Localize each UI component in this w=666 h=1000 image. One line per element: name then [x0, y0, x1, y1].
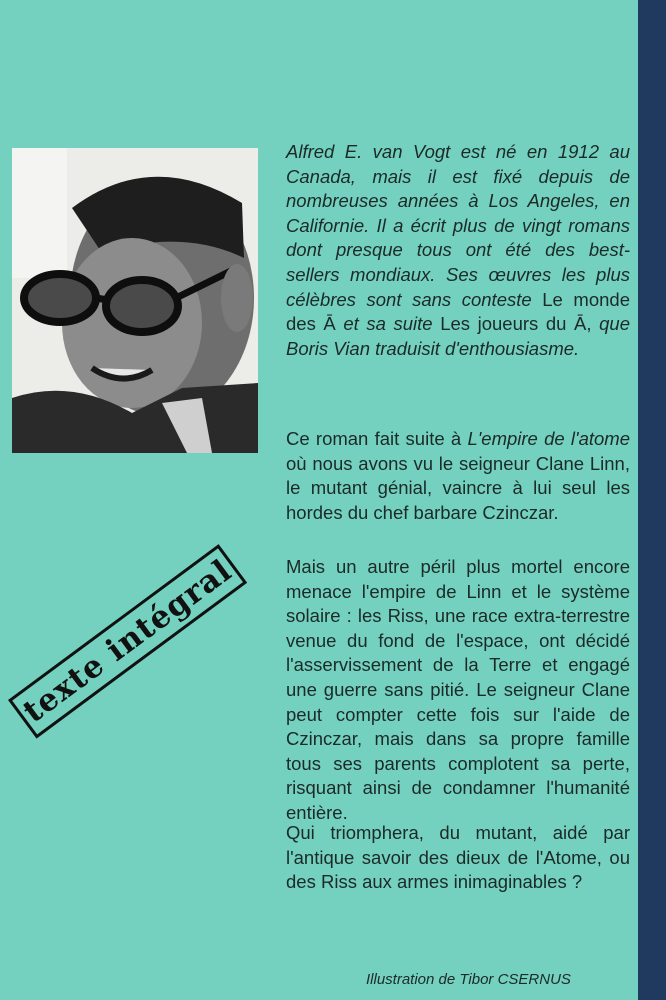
bio-text-part2: et sa suite: [343, 313, 433, 335]
bio-title-les-joueurs: Les joueurs du Ā,: [440, 313, 592, 335]
synopsis-paragraph-2: Mais un autre péril plus mortel encore menace l'empire de Linn et le système solaire : les Riss, une race extra-terrestre venue du fond de l'espace, ont décidé l'asservissement de la Terre et engagé une guerre sans pitié. Le seigneur Clane peut compter cette fois sur l'aide de Czinczar, mais dans sa propre famille tous ses parents complotent sa perte, risquant ainsi de condamner l'humanité entière.: [286, 556, 630, 823]
bio-text-part3: que Boris Vian traduisit d'enthousiasme.: [286, 313, 630, 359]
author-bio: [286, 140, 630, 361]
texte-integral-stamp: [8, 544, 247, 738]
synopsis-paragraph-1: [286, 427, 630, 525]
stamp-label: texte intégral: [16, 552, 239, 731]
author-photo: [12, 148, 258, 453]
book-spine-edge: [638, 0, 666, 1000]
synopsis-p1-before: Ce roman fait suite à: [286, 428, 462, 449]
synopsis-paragraph-3: Qui triomphera, du mutant, aidé par l'antique savoir des dieux de l'Atome, ou des Riss aux armes inimaginables ?: [286, 822, 630, 893]
bio-title-le-monde: Le monde des Ā: [286, 288, 630, 335]
synopsis-p1-title: L'empire de l'atome: [467, 428, 630, 449]
bio-text-part1: Alfred E. van Vogt est né en 1912 au Canada, mais il est fixé depuis de nombreuses années à Los Angeles, en Californie. Il a écrit plus de vingt romans dont presque tous ont été des best-sellers mondiaux. Ses œuvres les plus célèbres sont sans conteste: [286, 141, 630, 310]
illustration-credit: Illustration de Tibor CSERNUS: [366, 971, 571, 988]
synopsis-p1-after: où nous avons vu le seigneur Clane Linn, le mutant génial, vaincre à lui seul les hordes du chef barbare Czinczar.: [286, 452, 630, 523]
